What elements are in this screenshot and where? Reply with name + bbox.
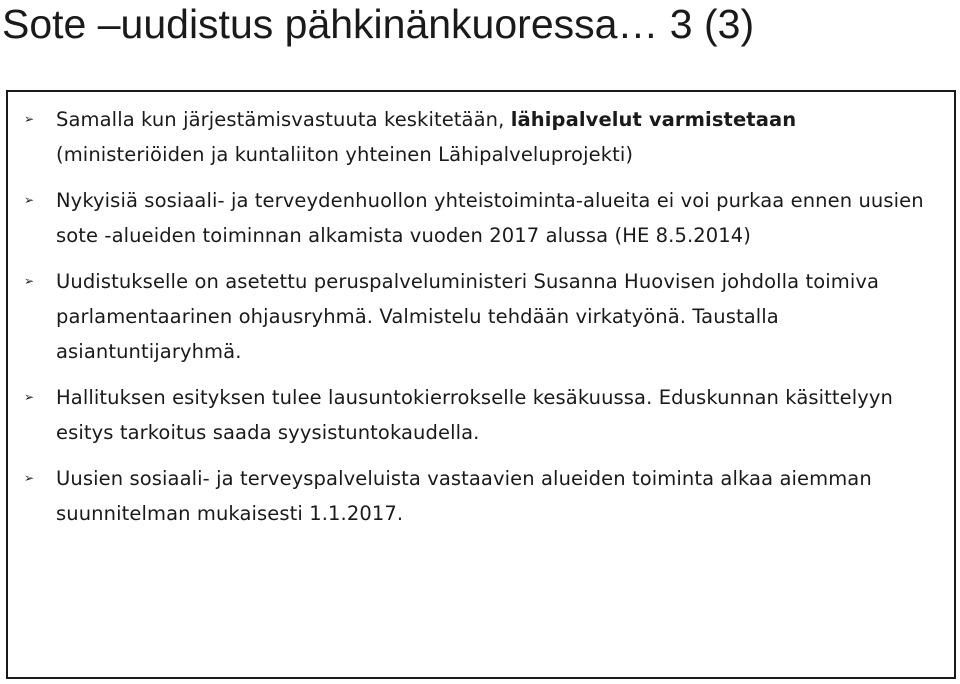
bullet-text: Uudistukselle on asetettu peruspalveluministeri Susanna Huovisen johdolla toimiva parlamentaarinen ohjausryhmä. Valmistelu tehdään virkatyönä. Taustalla asiantuntijaryhmä.: [56, 270, 880, 363]
list-item: [24, 461, 930, 531]
arrowhead-bullet-icon: ➢: [24, 112, 35, 126]
arrowhead-bullet-icon: ➢: [24, 390, 35, 404]
bullet-text: Nykyisiä sosiaali- ja terveydenhuollon yhteistoiminta-alueita ei voi purkaa ennen uusien sote -alueiden toiminnan alkamista vuoden 2017 alussa (HE 8.5.2014): [56, 189, 924, 247]
list-item: [24, 102, 930, 172]
bullet-text-bold: lähipalvelut varmistetaan: [510, 108, 797, 131]
content-box: [6, 90, 956, 679]
bullet-text: Uusien sosiaali- ja terveyspalveluista vastaavien alueiden toiminta alkaa aiemman suunnitelman mukaisesti 1.1.2017.: [56, 467, 872, 525]
bullet-list: [8, 92, 954, 531]
list-item: [24, 183, 930, 253]
bullet-text-after: (ministeriöiden ja kuntaliiton yhteinen Lähipalveluprojekti): [56, 143, 634, 166]
bullet-text: [56, 102, 930, 172]
arrowhead-bullet-icon: ➢: [24, 471, 35, 485]
bullet-text: Hallituksen esityksen tulee lausuntokierrokselle kesäkuussa. Eduskunnan käsittelyyn esitys tarkoitus saada syysistuntokaudella.: [56, 386, 894, 444]
arrowhead-bullet-icon: ➢: [24, 193, 35, 207]
arrowhead-bullet-icon: ➢: [24, 274, 35, 288]
list-item: [24, 264, 930, 369]
bullet-text-before: Samalla kun järjestämisvastuuta keskitetään,: [56, 108, 511, 131]
list-item: [24, 380, 930, 450]
slide-title: Sote –uudistus pähkinänkuoressa… 3 (3): [2, 1, 755, 47]
